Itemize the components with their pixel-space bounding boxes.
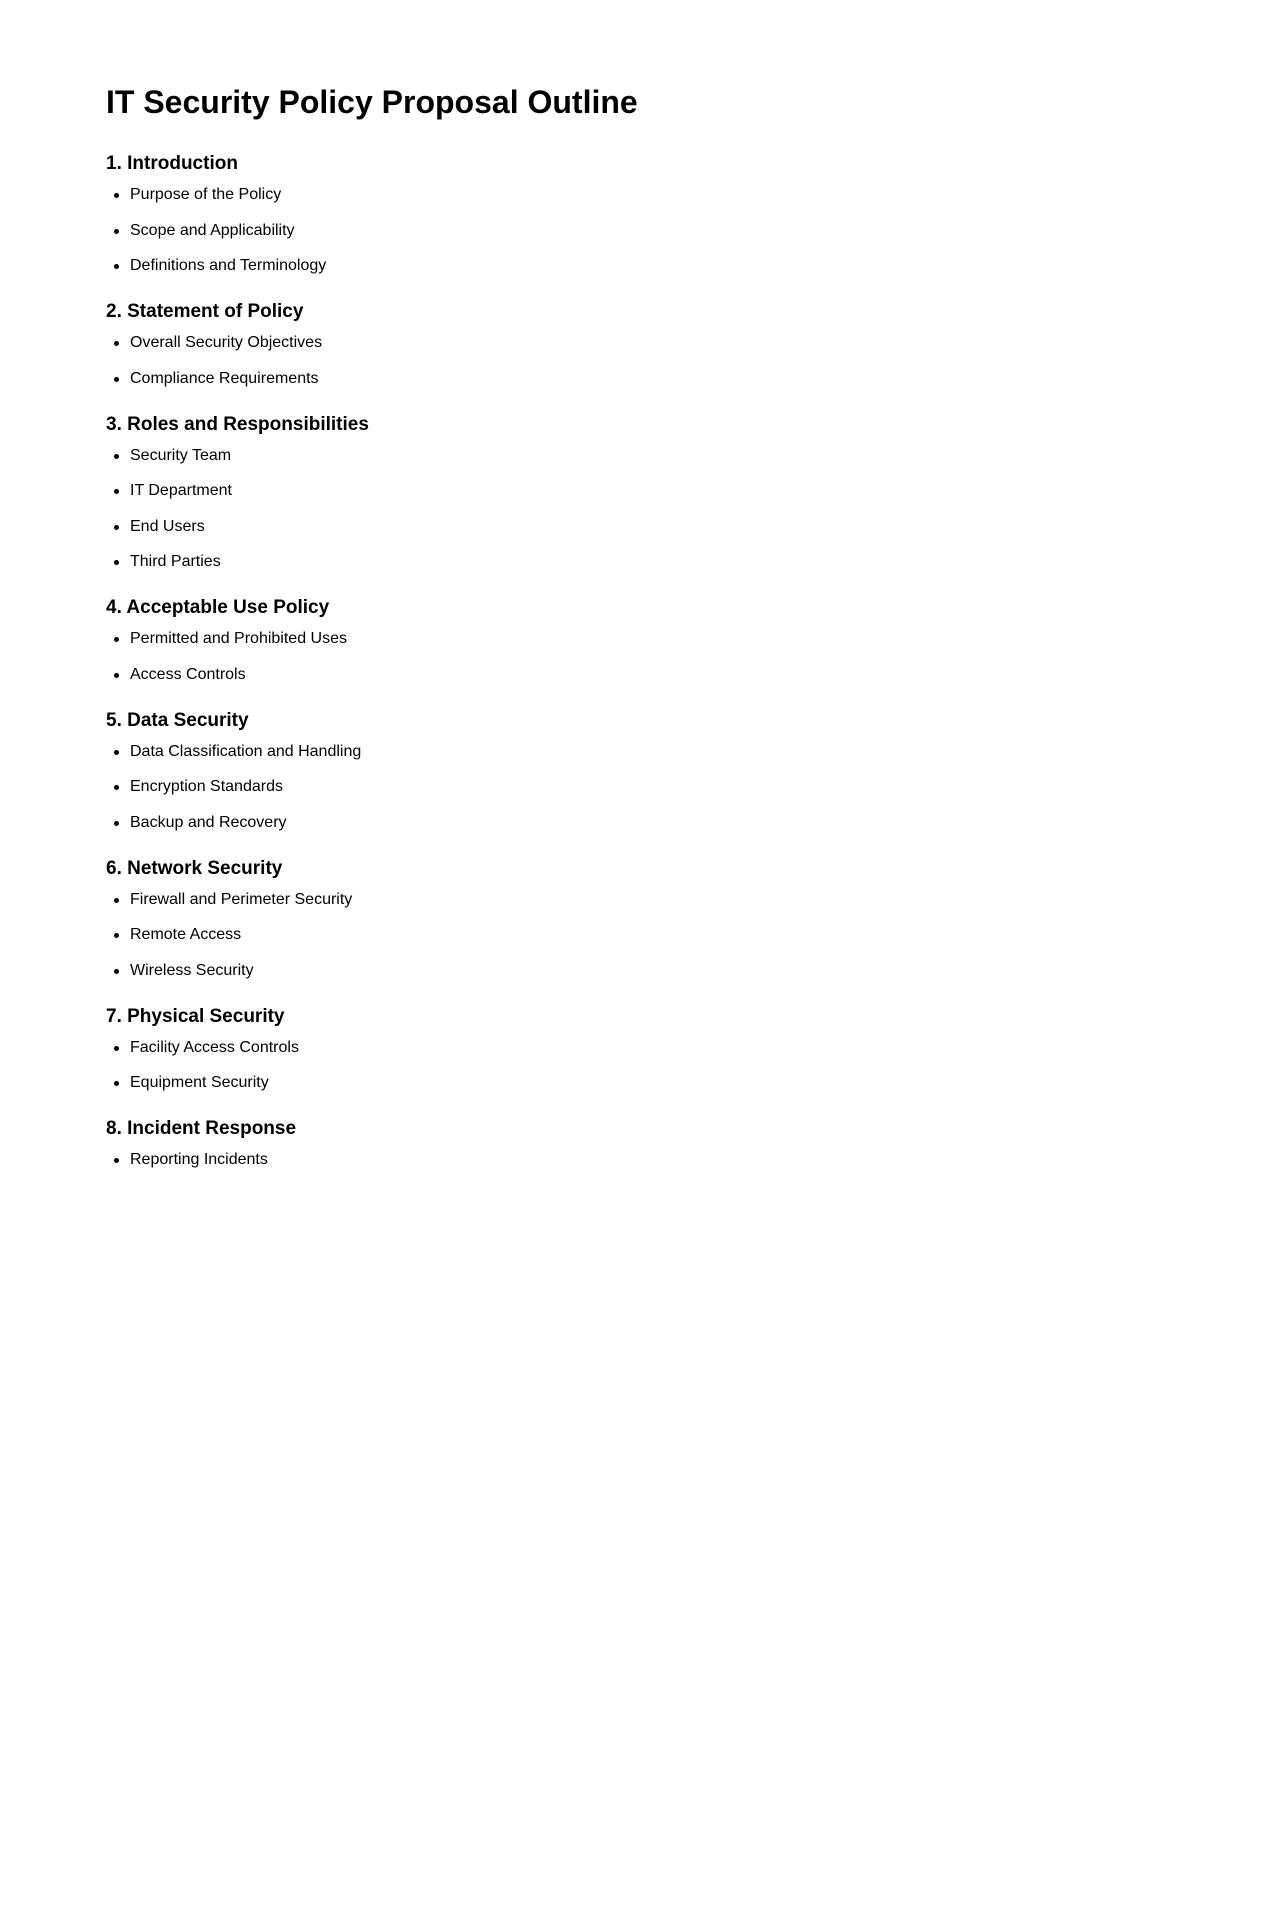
outline-section: [106, 299, 369, 390]
list-item-text: End Users: [130, 517, 205, 535]
outline-section: [106, 1004, 369, 1095]
list-item: [106, 664, 369, 686]
list-item-text: Definitions and Terminology: [130, 257, 327, 274]
section-item-list: [106, 445, 369, 574]
outline-section: [106, 856, 369, 982]
outline-section: [106, 595, 369, 686]
bullet-icon: [114, 898, 119, 903]
bullet-icon: [114, 377, 119, 382]
list-item-text: IT Department: [130, 482, 232, 499]
outline-section: [106, 1116, 369, 1171]
list-item: [106, 776, 369, 798]
bullet-icon: [114, 1158, 119, 1163]
bullet-icon: [114, 454, 119, 459]
list-item-text: Third Parties: [130, 553, 221, 570]
list-item: [106, 480, 369, 502]
section-heading: 2. Statement of Policy: [106, 301, 304, 322]
list-item: [106, 255, 369, 277]
bullet-icon: [114, 969, 119, 974]
list-item: [106, 812, 369, 834]
bullet-icon: [114, 673, 119, 678]
bullet-icon: [114, 560, 119, 565]
list-item-text: Compliance Requirements: [130, 369, 319, 387]
list-item-text: Equipment Security: [130, 1074, 269, 1091]
list-item-text: Reporting Incidents: [130, 1151, 268, 1168]
list-item: [106, 220, 369, 242]
bullet-icon: [114, 933, 119, 938]
list-item: [106, 889, 369, 911]
list-item-text: Security Team: [130, 446, 232, 464]
list-item-text: Facility Access Controls: [130, 1038, 299, 1056]
list-item: [106, 628, 369, 650]
section-heading: 1. Introduction: [106, 153, 238, 174]
section-heading: 5. Data Security: [106, 709, 249, 731]
bullet-icon: [114, 341, 119, 346]
list-item-text: Encryption Standards: [130, 778, 283, 795]
outline-sections: [106, 151, 369, 1193]
bullet-icon: [114, 637, 119, 642]
outline-section: [106, 412, 369, 574]
bullet-icon: [114, 193, 119, 198]
list-item: [106, 184, 369, 206]
section-heading: 4. Acceptable Use Policy: [106, 597, 330, 618]
bullet-icon: [114, 264, 119, 269]
bullet-icon: [114, 750, 119, 755]
list-item-text: Wireless Security: [130, 961, 254, 979]
section-heading: 8. Incident Response: [106, 1118, 297, 1139]
list-item-text: Backup and Recovery: [130, 813, 287, 831]
list-item-text: Firewall and Perimeter Security: [130, 890, 353, 908]
bullet-icon: [114, 1081, 119, 1086]
list-item-text: Scope and Applicability: [130, 221, 295, 239]
bullet-icon: [114, 489, 119, 494]
list-item: [106, 551, 369, 573]
section-heading: 3. Roles and Responsibilities: [106, 413, 369, 435]
bullet-icon: [114, 525, 119, 530]
list-item-text: Purpose of the Policy: [130, 186, 282, 203]
list-item: [106, 1072, 369, 1094]
bullet-icon: [114, 821, 119, 826]
list-item: [106, 332, 369, 354]
bullet-icon: [114, 229, 119, 234]
list-item-text: Remote Access: [130, 926, 242, 943]
list-item: [106, 741, 369, 763]
list-item: [106, 516, 369, 538]
outline-section: [106, 151, 369, 277]
section-item-list: [106, 184, 369, 277]
list-item: [106, 924, 369, 946]
list-item: [106, 1149, 369, 1171]
list-item-text: Permitted and Prohibited Uses: [130, 630, 347, 647]
section-item-list: [106, 332, 369, 390]
list-item: [106, 368, 369, 390]
list-item-text: Access Controls: [130, 665, 246, 683]
section-item-list: [106, 741, 369, 834]
section-item-list: [106, 1149, 369, 1171]
section-item-list: [106, 889, 369, 982]
bullet-icon: [114, 785, 119, 790]
list-item: [106, 1037, 369, 1059]
section-item-list: [106, 1037, 369, 1095]
list-item: [106, 445, 369, 467]
list-item-text: Overall Security Objectives: [130, 334, 323, 351]
page-title: IT Security Policy Proposal Outline: [106, 84, 638, 120]
section-heading: 7. Physical Security: [106, 1005, 285, 1027]
outline-section: [106, 708, 369, 834]
section-heading: 6. Network Security: [106, 857, 283, 879]
bullet-icon: [114, 1046, 119, 1051]
section-item-list: [106, 628, 369, 686]
list-item-text: Data Classification and Handling: [130, 742, 362, 760]
list-item: [106, 960, 369, 982]
